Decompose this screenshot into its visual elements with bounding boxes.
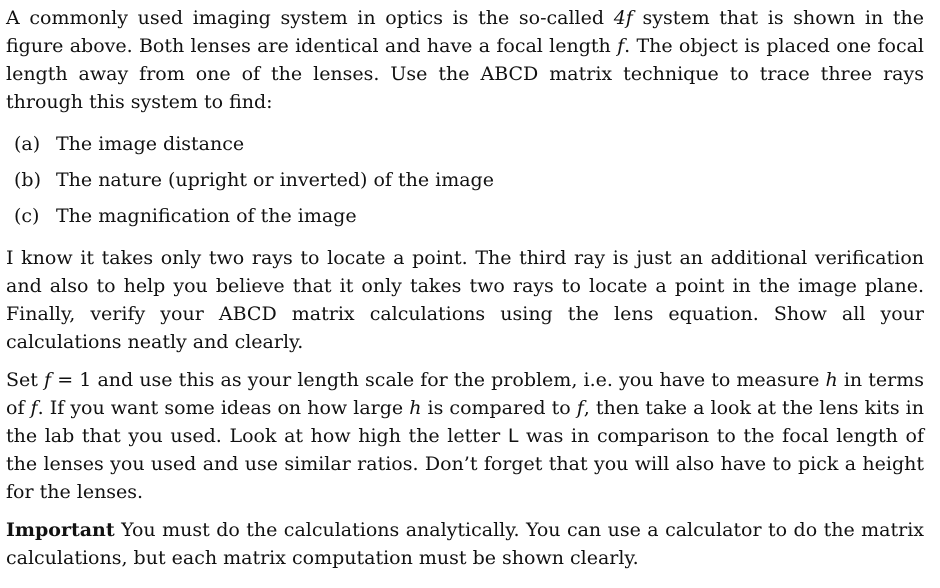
question-label-a: (a) xyxy=(14,133,41,155)
problem-document xyxy=(6,4,924,572)
question-label-c: (c) xyxy=(14,205,40,227)
scale-text-7: was in comparison to the focal length of the lenses you used and use similar ratios. Don’t forget that you will also have to pick a height for the lenses. xyxy=(6,425,924,503)
math-f: f xyxy=(30,397,38,419)
important-text: You must do the calculations analytically. You can use a calculator to do the matrix calculations, but each matrix computation must be shown clearly. xyxy=(6,519,924,569)
intro-paragraph xyxy=(6,4,924,116)
question-item-b xyxy=(14,162,924,198)
question-label-b: (b) xyxy=(14,169,41,191)
scale-text-1: Set xyxy=(6,369,45,391)
scale-paragraph xyxy=(6,366,924,506)
question-item-c xyxy=(14,198,924,234)
scale-text-6: , then take a look at the lens kits in the lab that you used. Look at how high the letter xyxy=(6,397,924,447)
scale-text-4: . If you want some ideas on how large xyxy=(37,397,410,419)
math-f: f xyxy=(576,397,584,419)
math-h: h xyxy=(825,369,838,391)
scale-text-2: = 1 and use this as your length scale for the problem, i.e. you have to measure xyxy=(51,369,826,391)
question-item-a xyxy=(14,126,924,162)
math-f: f xyxy=(617,35,625,57)
scale-text-5: is compared to xyxy=(421,397,577,419)
important-label: Important xyxy=(6,519,115,541)
question-text-b: The nature (upright or inverted) of the image xyxy=(56,169,494,191)
intro-text-2: system that is shown in the figure above. Both lenses are identical and have a focal length xyxy=(6,7,924,57)
scale-text-3: in terms of xyxy=(6,369,924,419)
math-h: h xyxy=(409,397,422,419)
intro-text-1: A commonly used imaging system in optics is the so-called xyxy=(6,7,614,29)
rays-paragraph: I know it takes only two rays to locate a point. The third ray is just an additional verification and also to help you believe that it only takes two rays to locate a point in the image plane. Finally, verify your ABCD matrix calculations using the lens equation. Show all your calculations neatly and clearly. xyxy=(6,247,924,353)
question-text-c: The magnification of the image xyxy=(56,205,357,227)
letter-l: L xyxy=(507,425,519,447)
question-text-a: The image distance xyxy=(56,133,245,155)
intro-text-3: . The object is placed one focal length away from one of the lenses. Use the ABCD matrix technique to trace three rays through this system to find: xyxy=(6,35,924,113)
math-f: f xyxy=(44,369,52,391)
math-4f: 4f xyxy=(613,7,633,29)
question-list xyxy=(14,126,924,234)
important-paragraph xyxy=(6,516,924,572)
